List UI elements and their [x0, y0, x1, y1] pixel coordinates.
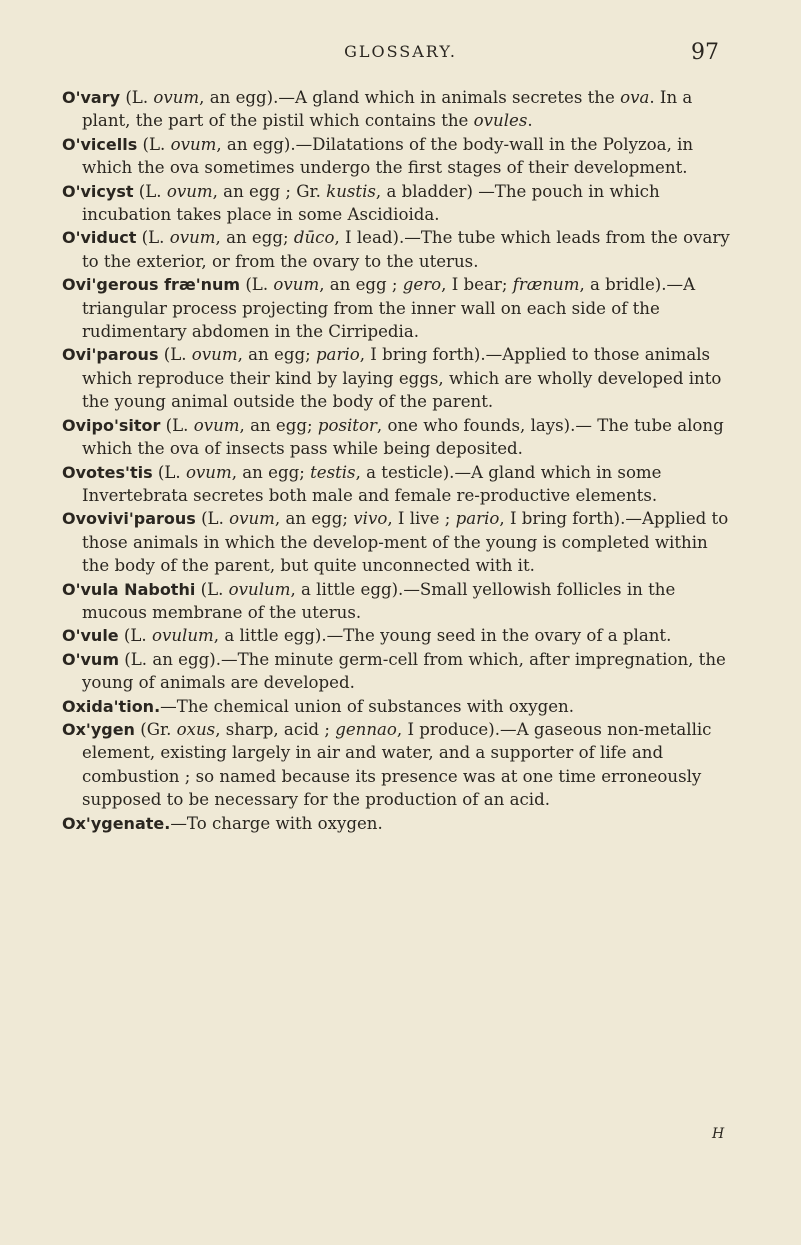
- page-number: 97: [691, 40, 719, 65]
- glossary-entry: [62, 695, 734, 718]
- entry-etymon: ovum: [170, 134, 217, 154]
- entry-term: O'vary: [62, 88, 121, 107]
- entry-etymon: pario: [455, 509, 500, 529]
- entry-text: , a bladder) —The pouch in which incubation takes place in some Ascidioida.: [82, 181, 660, 225]
- entry-etymon: pario: [315, 345, 360, 365]
- entry-term: O'vum: [62, 649, 119, 669]
- glossary-entry: [62, 226, 734, 273]
- entry-text: (L.: [195, 509, 230, 529]
- entry-text: , I bear;: [441, 275, 513, 295]
- entry-term: O'vicyst: [62, 181, 134, 201]
- entry-text: —The chemical union of substances with oxygen.: [160, 696, 575, 716]
- signature-mark: H: [712, 1126, 725, 1142]
- entry-text: (L.: [160, 415, 194, 435]
- entry-etymon: dūco: [293, 228, 335, 248]
- entry-text: —To charge with oxygen.: [170, 813, 383, 833]
- entry-etymon: gero: [402, 275, 442, 295]
- entry-etymon: frænum: [512, 275, 580, 295]
- entry-term: Ovi'gerous fræ'num: [62, 275, 241, 295]
- entry-etymon: ovum: [185, 462, 232, 482]
- running-title: GLOSSARY.: [344, 42, 457, 61]
- entry-text: , I live ;: [387, 509, 456, 529]
- entry-text: , an egg).—Dilatations of the body-wall in the Polyzoa, in which the ova sometimes undergo the first stages of their development.: [82, 134, 694, 178]
- entry-term: Oxida'tion.: [62, 696, 161, 716]
- entry-term: Ovovivi'parous: [62, 509, 196, 529]
- glossary-entry: [62, 180, 734, 227]
- entry-text: , I bring forth).—Applied to those animals which reproduce their kind by laying eggs, which are wholly developed into the young animal outside the body of the parent.: [82, 345, 722, 412]
- entry-text: , an egg).—A gland which in animals secretes the: [199, 88, 621, 107]
- entry-term: Ox'ygen: [62, 719, 135, 739]
- entry-text: , one who founds, lays).— The tube along which the ova of insects pass while being deposited.: [82, 415, 724, 459]
- entry-term: Ox'ygenate.: [62, 813, 171, 833]
- glossary-entry: [62, 414, 734, 461]
- entry-text: , I lead).—The tube which leads from the ovary to the exterior, or from the ovary to the uterus.: [82, 228, 730, 271]
- entry-term: Ovipo'sitor: [62, 415, 161, 435]
- entry-etymon: ovules: [473, 111, 528, 131]
- entry-term: Ovotes'tis: [62, 462, 153, 482]
- entry-text: , a bridle).—A triangular process projecting from the inner wall on each side of the rudimentary abdomen in the Cirripedia.: [82, 275, 696, 342]
- entry-text: , an egg;: [215, 228, 294, 248]
- entry-text: (L.: [137, 134, 171, 154]
- entry-text: , I produce).—A gaseous non-metallic element, existing largely in air and water, and a supporter of life and combustion ; so named because its presence was at one time erroneously supposed to be necessary for the production of an acid.: [82, 719, 712, 810]
- entry-text: , an egg ;: [319, 275, 403, 295]
- entry-term: O'vicells: [62, 134, 138, 154]
- entry-text: . In a plant, the part of the pistil which contains the: [82, 88, 693, 131]
- entry-text: , an egg;: [237, 345, 316, 365]
- entry-text: (L.: [152, 462, 186, 482]
- entry-text: , an egg ; Gr.: [212, 181, 327, 201]
- entry-etymon: kustis: [326, 181, 376, 201]
- entry-etymon: ovulum: [228, 579, 291, 599]
- glossary-entry: [62, 343, 734, 413]
- entry-etymon: ovum: [229, 509, 275, 529]
- entry-text: , I bring forth).—Applied to those animals in which the develop-ment of the young is completed within the body of the parent, but quite unconnected with it.: [82, 509, 729, 576]
- entry-etymon: ovum: [191, 345, 238, 365]
- glossary-entries: [62, 86, 734, 835]
- entry-etymon: ovulum: [151, 626, 214, 646]
- glossary-entry: [62, 718, 734, 812]
- glossary-entry: [62, 812, 734, 835]
- entry-etymon: ovum: [273, 275, 320, 295]
- entry-text: (L.: [158, 345, 192, 365]
- entry-term: O'viduct: [62, 228, 137, 248]
- entry-term: O'vula Nabothi: [62, 579, 196, 599]
- entry-text: , a testicle).—A gland which in some Invertebrata secretes both male and female re-productive elements.: [82, 462, 662, 505]
- entry-text: , an egg;: [274, 509, 354, 529]
- entry-text: (Gr.: [134, 719, 177, 739]
- entry-text: (L.: [118, 626, 152, 646]
- glossary-entry: [62, 578, 734, 625]
- glossary-entry: [62, 133, 734, 180]
- page-header: [0, 40, 801, 70]
- glossary-entry: [62, 624, 734, 647]
- glossary-entry: [62, 648, 734, 695]
- entry-text: , an egg;: [239, 415, 318, 435]
- entry-text: (L.: [195, 579, 229, 599]
- entry-text: , an egg;: [231, 462, 311, 482]
- entry-etymon: gennao: [335, 719, 397, 739]
- entry-text: , a little egg).—The young seed in the ovary of a plant.: [213, 626, 672, 646]
- entry-text: (L.: [120, 88, 154, 107]
- glossary-entry: [62, 507, 734, 577]
- entry-term: O'vule: [62, 626, 119, 646]
- entry-etymon: ova: [620, 88, 650, 107]
- glossary-entry: [62, 461, 734, 508]
- entry-text: (L.: [240, 275, 274, 295]
- entry-text: (L.: [136, 228, 170, 248]
- entry-etymon: oxus: [176, 719, 216, 739]
- entry-text: , a little egg).—Small yellowish follicles in the mucous membrane of the uterus.: [82, 579, 676, 622]
- entry-etymon: vivo: [353, 509, 388, 529]
- entry-etymon: ovum: [166, 181, 213, 201]
- glossary-entry: [62, 86, 734, 133]
- entry-etymon: ovum: [153, 88, 200, 107]
- entry-text: , sharp, acid ;: [215, 719, 336, 739]
- entry-etymon: ovum: [169, 228, 216, 248]
- entry-etymon: positor: [317, 415, 377, 435]
- entry-text: .: [527, 111, 533, 131]
- entry-term: Ovi'parous: [62, 345, 159, 365]
- glossary-entry: [62, 273, 734, 343]
- entry-etymon: testis: [310, 462, 356, 482]
- entry-etymon: ovum: [193, 415, 240, 435]
- entry-text: (L.: [133, 181, 167, 201]
- entry-text: (L. an egg).—The minute germ-cell from which, after impregnation, the young of animals are developed.: [82, 649, 726, 693]
